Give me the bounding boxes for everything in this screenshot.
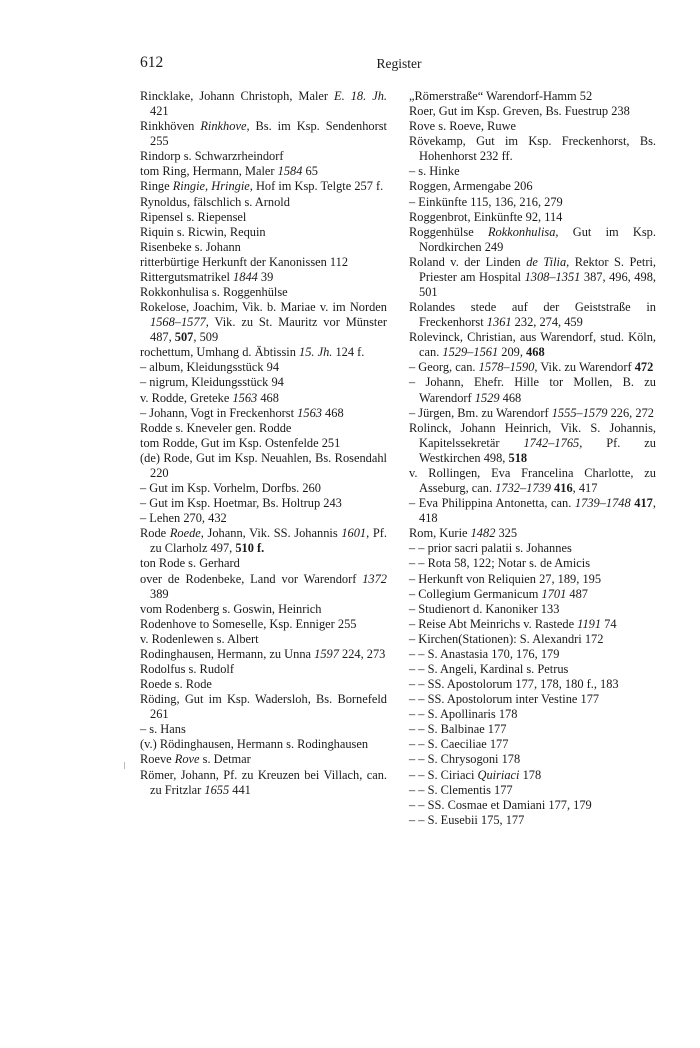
index-entry: Rom, Kurie 1482 325	[409, 526, 518, 541]
index-entry: – – S. Ciriaci Quiriaci 178	[409, 767, 542, 782]
index-entry: vom Rodenberg s. Goswin, Heinrich	[140, 601, 322, 616]
index-entry: – – Rota 58, 122; Notar s. de Amicis	[409, 556, 591, 571]
index-entry: Rolinck, Johann Heinrich, Vik. S. Johannis, Kapitelssekretär 1742–1765, Pf. zu Westkirchen 498, 518	[409, 420, 656, 465]
index-entry: Rynoldus, fälschlich s. Arnold	[140, 194, 290, 209]
running-header: Register	[376, 56, 422, 71]
index-entry: – Studienort d. Kanoniker 133	[409, 601, 560, 616]
index-entry: – – S. Eusebii 175, 177	[409, 812, 525, 827]
index-entry: – – SS. Apostolorum 177, 178, 180 f., 183	[409, 677, 619, 692]
index-entry: Rodolfus s. Rudolf	[140, 661, 234, 676]
index-entry: – Reise Abt Meinrichs v. Rastede 1191 74	[409, 616, 617, 631]
index-entry: Roggen, Armengabe 206	[409, 179, 533, 194]
index-entry: (v.) Rödinghausen, Hermann s. Rodinghausen	[140, 737, 369, 752]
index-entry: – Johann, Ehefr. Hille tor Mollen, B. zu Warendorf 1529 468	[409, 375, 656, 405]
index-entry: – Collegium Germanicum 1701 487	[409, 586, 588, 601]
index-entry: – album, Kleidungsstück 94	[140, 360, 280, 375]
index-column-left	[140, 89, 387, 798]
index-entry: – – S. Anastasia 170, 176, 179	[409, 646, 560, 661]
index-entry: „Römerstraße“ Warendorf-Hamm 52	[409, 89, 593, 103]
index-entry: Rove s. Roeve, Ruwe	[409, 119, 517, 134]
index-entry: – Lehen 270, 432	[140, 511, 227, 526]
index-entry: Roede s. Rode	[140, 677, 212, 692]
index-column-right	[409, 89, 656, 828]
index-entry: – Herkunft von Reliquien 27, 189, 195	[409, 571, 602, 586]
index-entry: tom Rodde, Gut im Ksp. Ostenfelde 251	[140, 435, 341, 450]
index-entry: v. Rodde, Greteke 1563 468	[140, 390, 279, 405]
index-entry: Rode Roede, Johann, Vik. SS. Johannis 1601, Pf. zu Clarholz 497, 510 f.	[140, 526, 387, 556]
index-entry: Rövekamp, Gut im Ksp. Freckenhorst, Bs. Hohenhorst 232 ff.	[409, 134, 656, 164]
index-entry: – Gut im Ksp. Vorhelm, Dorfbs. 260	[140, 481, 321, 496]
index-entry: – Einkünfte 115, 136, 216, 279	[409, 194, 563, 209]
index-entry: – – S. Clementis 177	[409, 782, 513, 797]
index-entry: Roer, Gut im Ksp. Greven, Bs. Fuestrup 238	[409, 104, 630, 119]
index-entry: – nigrum, Kleidungsstück 94	[140, 375, 284, 390]
index-entry: Roggenbrot, Einkünfte 92, 114	[409, 209, 563, 224]
index-entry: Rokelose, Joachim, Vik. b. Mariae v. im Norden 1568–1577, Vik. zu St. Mauritz vor Münster 487, 507, 509	[140, 300, 387, 345]
index-entry: Rolevinck, Christian, aus Warendorf, stud. Köln, can. 1529–1561 209, 468	[409, 330, 656, 360]
index-entry: – Eva Philippina Antonetta, can. 1739–1748 417, 418	[409, 496, 656, 526]
index-entry: Rolandes stede auf der Geiststraße in Freckenhorst 1361 232, 274, 459	[409, 300, 656, 330]
index-entry: Riquin s. Ricwin, Requin	[140, 224, 266, 239]
index-entry: Römer, Johann, Pf. zu Kreuzen bei Villach, can. zu Fritzlar 1655 441	[140, 767, 387, 797]
index-entry: – – S. Balbinae 177	[409, 722, 507, 737]
index-entry: – – SS. Cosmae et Damiani 177, 179	[409, 797, 592, 812]
index-entry: Rokkonhulisa s. Roggenhülse	[140, 285, 288, 300]
index-entry: Risenbeke s. Johann	[140, 239, 241, 254]
index-entry: ton Rode s. Gerhard	[140, 556, 240, 571]
index-entry: Roggenhülse Rokkonhulisa, Gut im Ksp. Nordkirchen 249	[409, 224, 656, 254]
index-entry: v. Rollingen, Eva Francelina Charlotte, zu Asseburg, can. 1732–1739 416, 417	[409, 465, 656, 496]
index-entry: – – S. Apollinaris 178	[409, 707, 518, 722]
index-entry: Rinkhöven Rinkhove, Bs. im Ksp. Sendenhorst 255	[140, 119, 387, 149]
index-entry: – s. Hans	[140, 722, 186, 737]
index-entry: rochettum, Umhang d. Äbtissin 15. Jh. 124 f.	[140, 345, 365, 360]
index-entry: Roland v. der Linden de Tilia, Rektor S. Petri, Priester am Hospital 1308–1351 387, 496, 498, 501	[409, 254, 656, 300]
index-entry: ritterbürtige Herkunft der Kanonissen 112	[140, 254, 349, 269]
margin-mark	[124, 762, 125, 769]
index-entry: (de) Rode, Gut im Ksp. Neuahlen, Bs. Rosendahl 220	[140, 450, 387, 480]
index-entry: – Johann, Vogt in Freckenhorst 1563 468	[140, 405, 344, 420]
index-entry: – s. Hinke	[409, 164, 460, 179]
index-entry: – – S. Caeciliae 177	[409, 737, 509, 752]
index-entry: – – S. Angeli, Kardinal s. Petrus	[409, 661, 569, 676]
index-entry: – Kirchen(Stationen): S. Alexandri 172	[409, 631, 604, 646]
index-entry: Roeve Rove s. Detmar	[140, 752, 251, 767]
index-entry: Rodinghausen, Hermann, zu Unna 1597 224, 273	[140, 646, 386, 661]
index-entry: – – prior sacri palatii s. Johannes	[409, 541, 572, 556]
index-entry: Rittergutsmatrikel 1844 39	[140, 269, 274, 284]
index-entry: Rindorp s. Schwarzrheindorf	[140, 149, 284, 164]
index-entry: – Georg, can. 1578–1590, Vik. zu Warendorf 472	[409, 360, 654, 375]
index-entry: Röding, Gut im Ksp. Wadersloh, Bs. Bornefeld 261	[140, 692, 387, 722]
index-entry: v. Rodenlewen s. Albert	[140, 631, 259, 646]
index-entry: over de Rodenbeke, Land vor Warendorf 1372 389	[140, 571, 387, 601]
index-entry: – Jürgen, Bm. zu Warendorf 1555–1579 226, 272	[409, 405, 654, 420]
index-entry: – Gut im Ksp. Hoetmar, Bs. Holtrup 243	[140, 496, 342, 511]
index-entry: Rincklake, Johann Christoph, Maler E. 18. Jh. 421	[140, 89, 387, 119]
page-number: 612	[140, 54, 164, 71]
index-entry: Ripensel s. Riepensel	[140, 209, 247, 224]
index-entry: – – S. Chrysogoni 178	[409, 752, 521, 767]
index-entry: – – SS. Apostolorum inter Vestine 177	[409, 692, 600, 707]
index-entry: tom Ring, Hermann, Maler 1584 65	[140, 164, 318, 179]
index-entry: Ringe Ringie, Hringie, Hof im Ksp. Telgte 257 f.	[140, 179, 384, 194]
index-entry: Rodde s. Kneveler gen. Rodde	[140, 420, 292, 435]
index-entry: Rodenhove to Someselle, Ksp. Enniger 255	[140, 616, 357, 631]
